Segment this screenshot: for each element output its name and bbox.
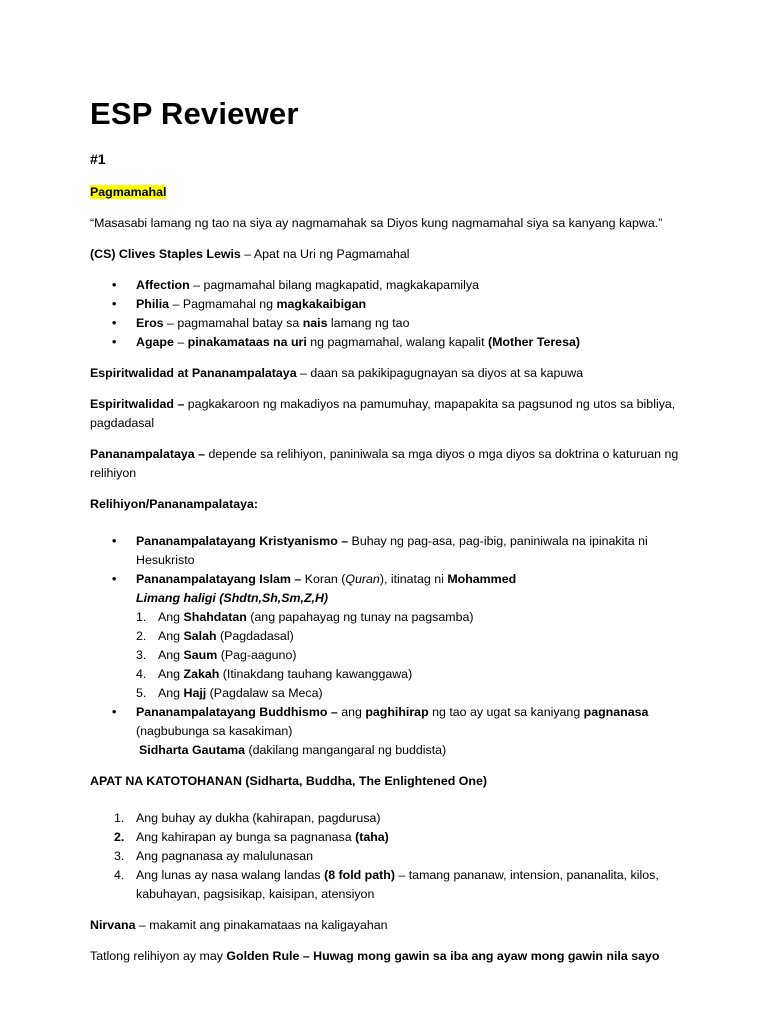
definition: – daan sa pakikipagugnayan sa diyos at sa kapuwa bbox=[296, 366, 584, 380]
term: Pananampalatayang Kristyanismo – bbox=[136, 534, 349, 548]
definition: – pagmamahal batay sa bbox=[163, 316, 303, 330]
item-number: 5. bbox=[136, 686, 147, 700]
pillar-desc: (Pagdadasal) bbox=[216, 629, 294, 643]
pillar-name: Hajj bbox=[183, 686, 207, 700]
term: Agape bbox=[136, 335, 174, 349]
list-item-islam bbox=[90, 570, 690, 703]
term: Eros bbox=[136, 316, 164, 330]
golden-rule: Golden Rule – Huwag mong gawin sa iba ang ayaw mong gawin nila sayo bbox=[226, 949, 660, 963]
list-item bbox=[90, 828, 690, 847]
definition: – Pagmamahal ng bbox=[169, 297, 277, 311]
religions-list bbox=[90, 532, 690, 760]
list-item bbox=[90, 314, 690, 333]
term: Affection bbox=[136, 278, 190, 292]
list-item bbox=[90, 276, 690, 295]
pagmamahal-heading-line bbox=[90, 183, 690, 202]
golden-rule-paragraph bbox=[90, 947, 690, 966]
pillar-desc: (Pagdalaw sa Meca) bbox=[206, 686, 323, 700]
list-item bbox=[90, 866, 690, 904]
truth-text: Ang lunas ay nasa walang landas bbox=[136, 868, 325, 882]
list-item bbox=[90, 847, 690, 866]
list-item-kristyanismo bbox=[90, 532, 690, 570]
section-number: #1 bbox=[90, 151, 106, 167]
term: Philia bbox=[136, 297, 170, 311]
haligi-line bbox=[136, 589, 690, 608]
list-item bbox=[90, 809, 690, 828]
definition: Buhay ng pag-asa, pag-ibig, paniniwala na ipinakita ni Hesukristo bbox=[136, 534, 648, 567]
emphasis: pinakamataas na uri bbox=[187, 335, 307, 349]
term: Pananampalatayang Islam – bbox=[136, 572, 302, 586]
espiritwalidad-paragraph bbox=[90, 395, 690, 433]
item-number: 4. bbox=[136, 667, 147, 681]
list-item bbox=[90, 684, 690, 703]
truth-rest: – tamang pananaw, intension, pananalita, kilos, kabuhayan, pagsisikap, kaisipan, atensiyon bbox=[136, 868, 659, 901]
definition-rest: lamang ng tao bbox=[327, 316, 410, 330]
emphasis: pagnanasa bbox=[583, 705, 649, 719]
lead: Ang bbox=[158, 610, 184, 624]
item-number: 4. bbox=[114, 868, 125, 882]
term: Espiritwalidad at Pananampalataya bbox=[90, 366, 297, 380]
pillar-name: Zakah bbox=[183, 667, 220, 681]
definition-rest: ), itinatag ni bbox=[379, 572, 448, 586]
emphasis: nais bbox=[302, 316, 328, 330]
pillars-list bbox=[90, 608, 690, 703]
truth-text: Ang buhay ay dukha (kahirapan, pagdurusa) bbox=[136, 811, 381, 825]
lewis-paragraph bbox=[90, 245, 690, 264]
lead: Tatlong relihiyon ay may bbox=[90, 949, 227, 963]
katotohanan-heading bbox=[90, 772, 690, 791]
definition: – bbox=[173, 335, 188, 349]
pagmamahal-heading: Pagmamahal bbox=[90, 185, 167, 199]
lead: Ang bbox=[158, 686, 184, 700]
list-item-buddhismo bbox=[90, 703, 690, 760]
truth-text: Ang pagnanasa ay malulunasan bbox=[136, 849, 314, 863]
nirvana-paragraph bbox=[90, 916, 690, 935]
list-item bbox=[90, 627, 690, 646]
relihiyon-heading bbox=[90, 495, 690, 514]
term: Espiritwalidad – bbox=[90, 397, 185, 411]
definition: pagkakaroon ng makadiyos na pamumuhay, mapapakita sa pagsunod ng utos sa bibliya, pagdadasal bbox=[90, 397, 676, 430]
list-item bbox=[90, 646, 690, 665]
pillar-desc: (ang papahayag ng tunay na pagsamba) bbox=[246, 610, 474, 624]
emphasis: paghihirap bbox=[365, 705, 429, 719]
quran-word: Quran bbox=[345, 572, 380, 586]
list-item bbox=[90, 333, 690, 352]
pillar-name: Salah bbox=[183, 629, 217, 643]
lead: Ang bbox=[158, 667, 184, 681]
item-number: 1. bbox=[114, 811, 125, 825]
gautama-line bbox=[136, 741, 690, 760]
definition: Koran ( bbox=[301, 572, 346, 586]
pillar-desc: (Pag-aaguno) bbox=[217, 648, 297, 662]
founder-desc: (dakilang mangangaral ng buddista) bbox=[245, 743, 447, 757]
list-item bbox=[90, 608, 690, 627]
kasakiman-note: (nagbubunga sa kasakiman) bbox=[136, 724, 293, 738]
example: (Mother Teresa) bbox=[487, 335, 580, 349]
item-number: 3. bbox=[136, 648, 147, 662]
lewis-rest: – Apat na Uri ng Pagmamahal bbox=[240, 247, 410, 261]
definition: depende sa relihiyon, paniniwala sa mga diyos o mga diyos sa doktrina o katuruan ng relihiyon bbox=[90, 447, 679, 480]
emphasis: (taha) bbox=[355, 830, 389, 844]
heading-text: APAT NA KATOTOHANAN (Sidharta, Buddha, The Enlightened One) bbox=[90, 774, 487, 788]
definition: – pagmamahal bilang magkapatid, magkakapamilya bbox=[189, 278, 479, 292]
lewis-name: (CS) Clives Staples Lewis bbox=[90, 247, 241, 261]
emphasis: (8 fold path) bbox=[324, 868, 395, 882]
heading-text: Relihiyon/Pananampalataya: bbox=[90, 497, 259, 511]
term: Pananampalataya – bbox=[90, 447, 206, 461]
document-body bbox=[90, 150, 690, 978]
term: Pananampalatayang Buddhismo – bbox=[136, 705, 338, 719]
definition: – makamit ang pinakamataas na kaligayahan bbox=[135, 918, 388, 932]
term: Nirvana bbox=[90, 918, 136, 932]
pillar-name: Shahdatan bbox=[183, 610, 247, 624]
item-number: 1. bbox=[136, 610, 147, 624]
lead: Ang bbox=[158, 629, 184, 643]
list-item bbox=[90, 295, 690, 314]
list-item bbox=[90, 665, 690, 684]
truth-text: Ang kahirapan ay bunga sa pagnanasa bbox=[136, 830, 356, 844]
pillar-desc: (Itinakdang tauhang kawanggawa) bbox=[219, 667, 413, 681]
truths-list bbox=[90, 809, 690, 904]
founder: Mohammed bbox=[447, 572, 517, 586]
item-number: 3. bbox=[114, 849, 125, 863]
espiritwalidad-pananampalataya-paragraph bbox=[90, 364, 690, 383]
love-types-list bbox=[90, 276, 690, 352]
definition-rest: ng tao ay ugat sa kaniyang bbox=[428, 705, 584, 719]
founder: Sidharta Gautama bbox=[139, 743, 246, 757]
page-title: ESP Reviewer bbox=[90, 96, 299, 131]
item-number: 2. bbox=[136, 629, 147, 643]
item-number: 2. bbox=[114, 830, 125, 844]
quote-paragraph: “Masasabi lamang ng tao na siya ay nagmamahak sa Diyos kung nagmamahal siya sa kanyang kapwa.” bbox=[90, 216, 663, 230]
emphasis: magkakaibigan bbox=[276, 297, 367, 311]
pananampalataya-paragraph bbox=[90, 445, 690, 483]
lead: Ang bbox=[158, 648, 184, 662]
definition: ang bbox=[337, 705, 366, 719]
haligi-heading: Limang haligi (Shdtn,Sh,Sm,Z,H) bbox=[136, 591, 329, 605]
definition-rest: ng pagmamahal, walang kapalit bbox=[306, 335, 488, 349]
pillar-name: Saum bbox=[183, 648, 218, 662]
